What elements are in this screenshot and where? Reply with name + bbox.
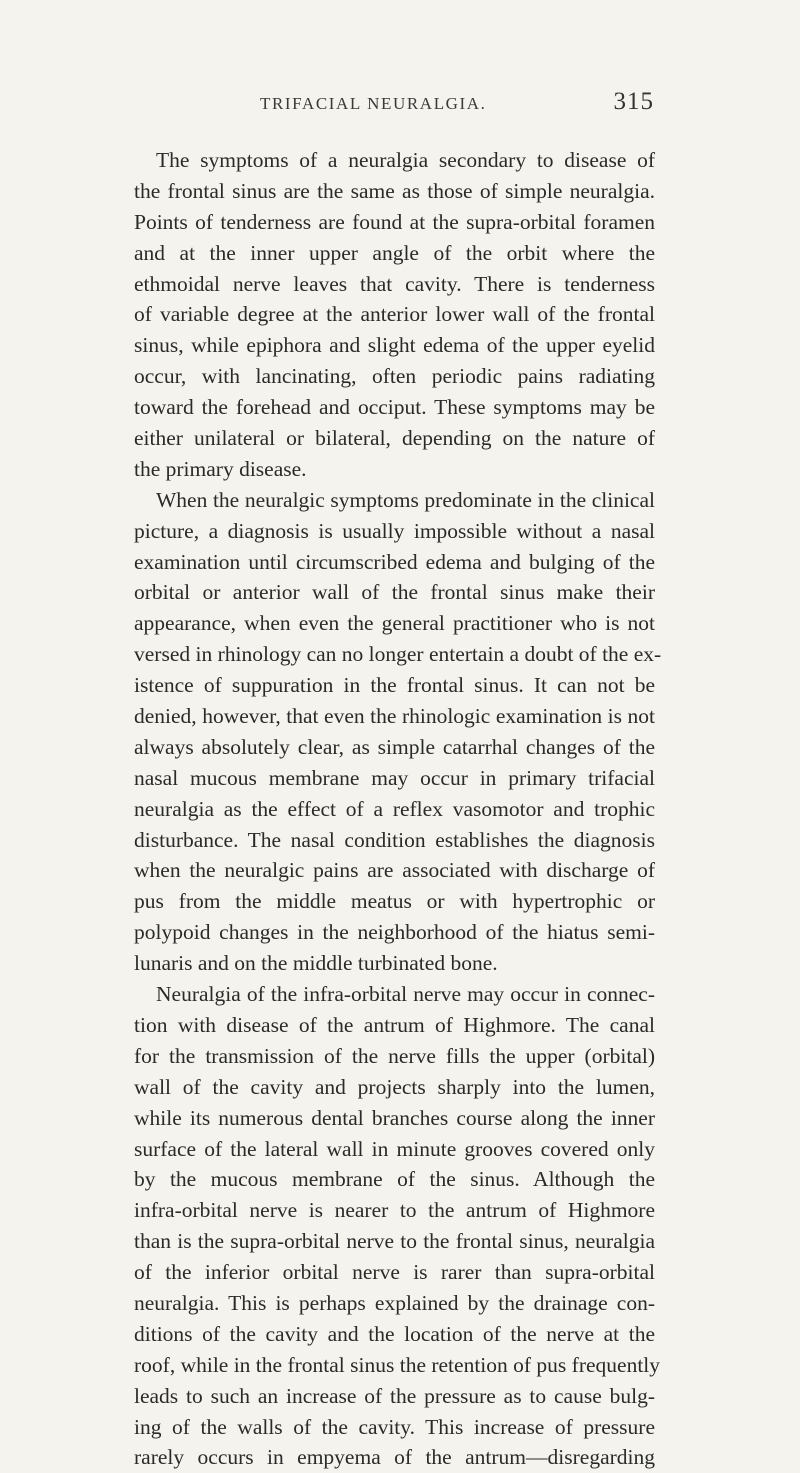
text-line: when the neuralgic pains are associated with discharge of (134, 858, 655, 883)
text-line: nasal mucous membrane may occur in primary trifacial (134, 765, 655, 790)
text-line: orbital or anterior wall of the frontal sinus make their (134, 580, 655, 605)
text-line: either unilateral or bilateral, depending on the nature of (134, 426, 655, 451)
text-line: and at the inner upper angle of the orbit where the (134, 240, 655, 265)
paragraph (134, 145, 655, 485)
text-line: occur, with lancinating, often periodic pains radiating (134, 364, 655, 389)
text-line: the primary disease. (134, 456, 307, 481)
text-line: ethmoidal nerve leaves that cavity. There is tenderness (134, 271, 655, 296)
running-title: TRIFACIAL NEURALGIA. (260, 94, 487, 113)
text-line: appearance, when even the general practitioner who is not (134, 611, 655, 636)
paragraph (134, 979, 661, 1473)
text-line: than is the supra-orbital nerve to the frontal sinus, neuralgia (134, 1229, 655, 1254)
text-line: sinus, while epiphora and slight edema of the upper eyelid (134, 333, 655, 358)
text-line: the frontal sinus are the same as those of simple neuralgia. (134, 178, 655, 203)
text-line: tion with disease of the antrum of Highmore. The canal (134, 1012, 655, 1037)
text-line: When the neuralgic symptoms predominate in the clinical (156, 487, 655, 512)
text-line: wall of the cavity and projects sharply into the lumen, (134, 1074, 655, 1099)
text-line: polypoid changes in the neighborhood of the hiatus semi- (134, 920, 655, 945)
text-line: infra-orbital nerve is nearer to the antrum of Highmore (134, 1198, 655, 1223)
text-line: neuralgia as the effect of a reflex vasomotor and trophic (134, 796, 655, 821)
text-line: versed in rhinology can no longer entertain a doubt of the ex- (134, 642, 662, 667)
text-line: lunaris and on the middle turbinated bone. (134, 951, 498, 976)
running-head (134, 88, 654, 124)
text-line: always absolutely clear, as simple catarrhal changes of the (134, 734, 655, 759)
text-line: toward the forehead and occiput. These symptoms may be (134, 395, 655, 420)
paragraph (134, 485, 662, 979)
text-line: of variable degree at the anterior lower wall of the frontal (134, 302, 655, 327)
text-line: Points of tenderness are found at the supra-orbital foramen (134, 209, 655, 234)
text-line: Neuralgia of the infra-orbital nerve may occur in connec- (156, 982, 655, 1007)
text-line: ing of the walls of the cavity. This increase of pressure (134, 1414, 655, 1439)
body-text (134, 145, 662, 1473)
text-line: neuralgia. This is perhaps explained by the drainage con- (134, 1290, 655, 1315)
text-line: surface of the lateral wall in minute grooves covered only (134, 1136, 655, 1161)
text-line: examination until circumscribed edema and bulging of the (134, 549, 655, 574)
text-line: by the mucous membrane of the sinus. Although the (134, 1167, 655, 1192)
text-line: denied, however, that even the rhinologic examination is not (134, 704, 655, 729)
text-line: The symptoms of a neuralgia secondary to disease of (156, 148, 655, 172)
text-line: istence of suppuration in the frontal sinus. It can not be (134, 673, 655, 698)
text-line: roof, while in the frontal sinus the retention of pus frequently (134, 1352, 661, 1377)
text-line: leads to such an increase of the pressure as to cause bulg- (134, 1383, 655, 1408)
text-line: while its numerous dental branches course along the inner (134, 1105, 655, 1130)
text-line: rarely occurs in empyema of the antrum—disregarding (134, 1445, 655, 1470)
text-line: disturbance. The nasal condition establishes the diagnosis (134, 827, 655, 852)
text-line: of the inferior orbital nerve is rarer than supra-orbital (134, 1260, 655, 1285)
text-line: ditions of the cavity and the location of the nerve at the (134, 1321, 655, 1346)
page-number: 315 (613, 88, 654, 115)
text-line: pus from the middle meatus or with hypertrophic or (134, 889, 655, 914)
text-line: picture, a diagnosis is usually impossible without a nasal (134, 518, 655, 543)
text-line: for the transmission of the nerve fills the upper (orbital) (134, 1043, 655, 1068)
